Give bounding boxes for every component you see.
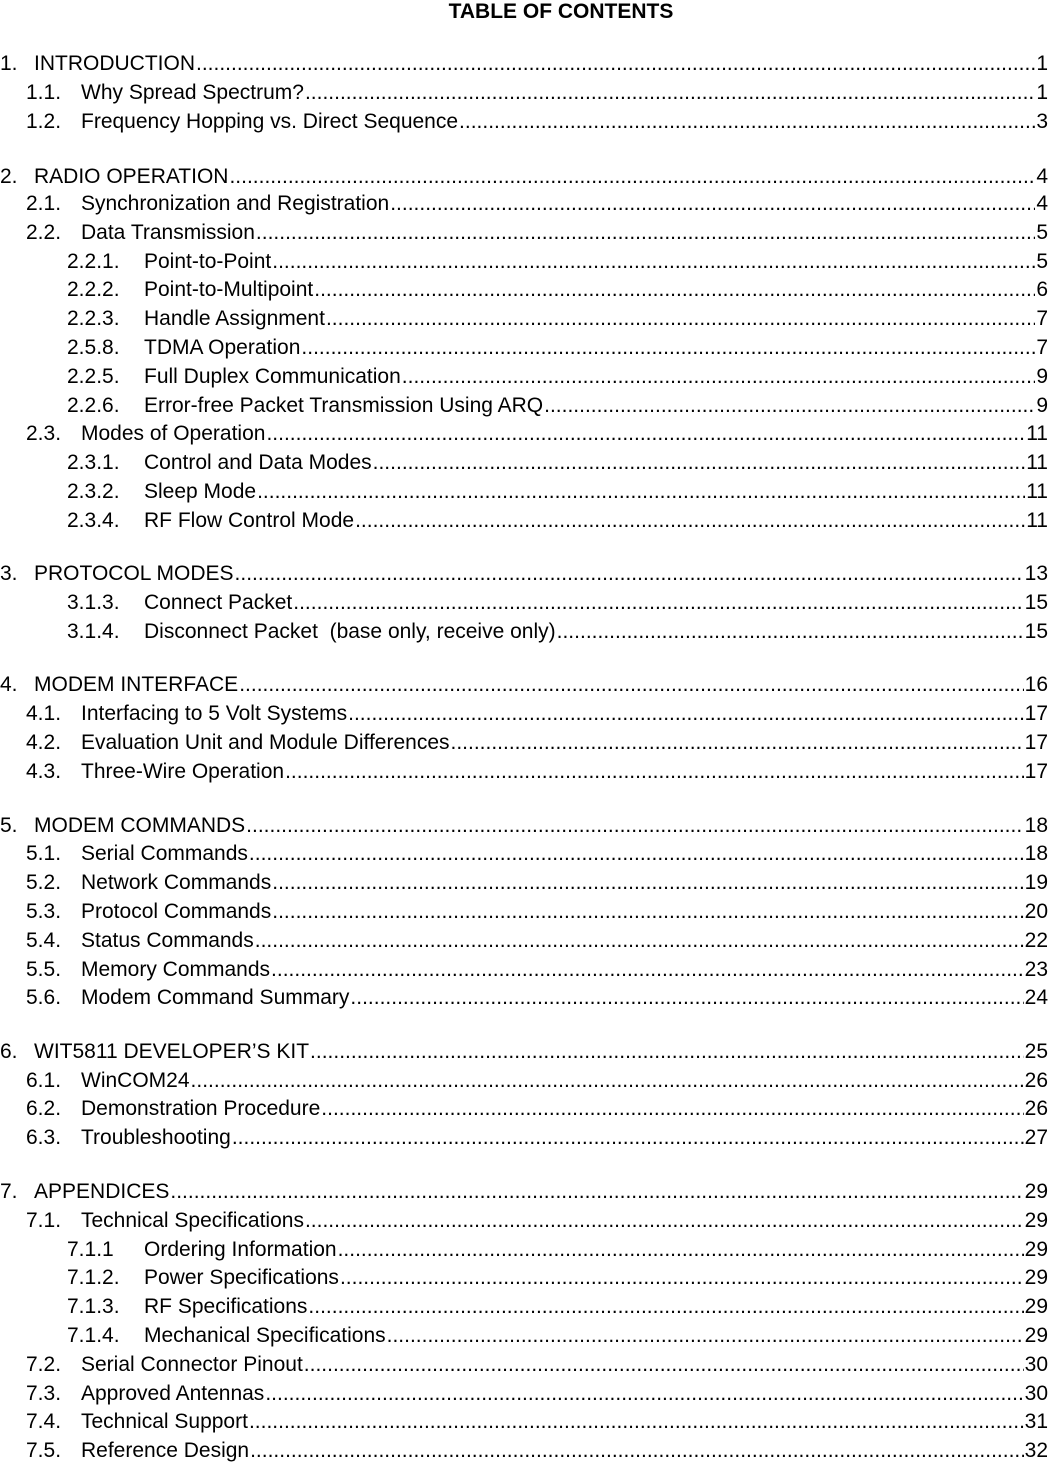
- toc-entry-page-number: 7: [1036, 307, 1048, 330]
- toc-entry-number: 5.: [0, 814, 18, 837]
- dot-leader: [250, 1436, 1024, 1465]
- toc-entry-page-number: 17: [1024, 702, 1048, 725]
- toc-entry-page-number: 9: [1036, 394, 1048, 417]
- dot-leader: [310, 1037, 1024, 1066]
- toc-entry[interactable]: [26, 839, 1048, 868]
- toc-entry-page-number: 5: [1036, 221, 1048, 244]
- dot-leader: [255, 926, 1024, 955]
- toc-entry-number: 2.2.5.: [67, 365, 120, 388]
- toc-entry[interactable]: [67, 506, 1048, 535]
- toc-entry[interactable]: [26, 1407, 1048, 1436]
- dot-leader: [256, 218, 1035, 247]
- dot-leader: [266, 419, 1025, 448]
- toc-entry-title: WIT5811 DEVELOPER’S KIT: [34, 1040, 310, 1063]
- toc-entry-page-number: 16: [1024, 673, 1048, 696]
- toc-entry-number: 1.: [0, 52, 18, 75]
- toc-entry-title: Frequency Hopping vs. Direct Sequence: [81, 110, 459, 133]
- toc-entry-number: 5.3.: [26, 900, 62, 923]
- toc-entry-page-number: 17: [1024, 760, 1048, 783]
- toc-entry[interactable]: [26, 107, 1048, 136]
- toc-entry-number: 2.1.: [26, 192, 62, 215]
- toc-entry-page-number: 25: [1024, 1040, 1048, 1063]
- dot-leader: [271, 955, 1024, 984]
- toc-entry[interactable]: [26, 926, 1048, 955]
- toc-entry-number: 2.3.1.: [67, 451, 120, 474]
- toc-entry-page-number: 30: [1024, 1353, 1048, 1376]
- dot-leader: [235, 559, 1024, 588]
- toc-entry-title: Why Spread Spectrum?: [81, 81, 304, 104]
- toc-entry[interactable]: [0, 670, 1048, 699]
- toc-entry-title: Evaluation Unit and Module Differences: [81, 731, 450, 754]
- toc-entry-number: 7.1.3.: [67, 1295, 120, 1318]
- toc-entry-title: Technical Support: [81, 1410, 248, 1433]
- toc-entry-number: 6.2.: [26, 1097, 62, 1120]
- toc-entry-page-number: 29: [1024, 1295, 1048, 1318]
- toc-entry-number: 6.1.: [26, 1069, 62, 1092]
- toc-entry-title: RF Flow Control Mode: [144, 509, 355, 532]
- dot-leader: [348, 699, 1024, 728]
- toc-entry-number: 7.1.1: [67, 1238, 114, 1261]
- toc-entry-number: 7.5.: [26, 1439, 62, 1462]
- dot-leader: [249, 1407, 1024, 1436]
- toc-entry-title: APPENDICES: [34, 1180, 170, 1203]
- toc-entry-number: 6.3.: [26, 1126, 62, 1149]
- toc-entry-number: 4.: [0, 673, 18, 696]
- toc-entry-title: Memory Commands: [81, 958, 271, 981]
- toc-entry-page-number: 17: [1024, 731, 1048, 754]
- dot-leader: [338, 1235, 1024, 1264]
- dot-leader: [265, 1379, 1023, 1408]
- toc-entry-number: 2.2.2.: [67, 278, 120, 301]
- toc-entry-page-number: 15: [1024, 620, 1048, 643]
- toc-entry[interactable]: [0, 559, 1048, 588]
- toc-entry-title: Point-to-Point: [144, 250, 272, 273]
- toc-entry-title: Error-free Packet Transmission Using ARQ: [144, 394, 544, 417]
- toc-entry[interactable]: [26, 728, 1048, 757]
- dot-leader: [459, 107, 1035, 136]
- toc-entry-page-number: 31: [1024, 1410, 1048, 1433]
- toc-entry-title: Handle Assignment: [144, 307, 325, 330]
- toc-entry-page-number: 29: [1024, 1324, 1048, 1347]
- dot-leader: [340, 1263, 1024, 1292]
- dot-leader: [402, 362, 1036, 391]
- toc-entry-page-number: 11: [1026, 509, 1048, 532]
- toc-entry-number: 6.: [0, 1040, 18, 1063]
- toc-entry-number: 5.5.: [26, 958, 62, 981]
- toc-entry[interactable]: [26, 1379, 1048, 1408]
- toc-entry[interactable]: [67, 477, 1048, 506]
- toc-entry-title: Technical Specifications: [81, 1209, 304, 1232]
- toc-entry[interactable]: [67, 588, 1048, 617]
- dot-leader: [257, 477, 1025, 506]
- toc-entry-title: Disconnect Packet (base only, receive only): [144, 620, 556, 643]
- toc-entry-page-number: 18: [1024, 814, 1048, 837]
- dot-leader: [305, 1206, 1024, 1235]
- page-title: TABLE OF CONTENTS: [448, 0, 674, 23]
- toc-entry[interactable]: [26, 189, 1048, 218]
- toc-entry[interactable]: [26, 419, 1048, 448]
- toc-entry-page-number: 3: [1036, 110, 1048, 133]
- toc-entry-page-number: 26: [1024, 1097, 1048, 1120]
- toc-entry[interactable]: [67, 448, 1048, 477]
- toc-entry-number: 2.3.2.: [67, 480, 120, 503]
- toc-entry-title: Power Specifications: [144, 1266, 339, 1289]
- dot-leader: [451, 728, 1024, 757]
- toc-entry[interactable]: [26, 983, 1048, 1012]
- toc-entry[interactable]: [26, 1436, 1048, 1465]
- toc-entry[interactable]: [26, 1206, 1048, 1235]
- toc-entry-title: Interfacing to 5 Volt Systems: [81, 702, 348, 725]
- toc-entry[interactable]: [0, 1037, 1048, 1066]
- toc-entry-title: PROTOCOL MODES: [34, 562, 234, 585]
- toc-entry-title: MODEM COMMANDS: [34, 814, 246, 837]
- toc-entry-number: 7.: [0, 1180, 18, 1203]
- toc-entry-number: 7.1.2.: [67, 1266, 120, 1289]
- dot-leader: [272, 247, 1035, 276]
- toc-entry-page-number: 1: [1036, 52, 1048, 75]
- toc-entry-number: 4.1.: [26, 702, 62, 725]
- dot-leader: [314, 275, 1035, 304]
- toc-entry-page-number: 9: [1036, 365, 1048, 388]
- toc-entry[interactable]: [67, 391, 1048, 420]
- toc-entry-number: 1.1.: [26, 81, 62, 104]
- toc-entry-page-number: 32: [1024, 1439, 1048, 1462]
- dot-leader: [308, 1292, 1023, 1321]
- dot-leader: [196, 49, 1035, 78]
- toc-entry-number: 5.2.: [26, 871, 62, 894]
- toc-entry-title: Serial Connector Pinout: [81, 1353, 303, 1376]
- toc-entry-number: 5.1.: [26, 842, 62, 865]
- toc-entry-title: Ordering Information: [144, 1238, 337, 1261]
- toc-entry-number: 2.2.: [26, 221, 62, 244]
- toc-entry-title: Serial Commands: [81, 842, 248, 865]
- toc-entry-title: RADIO OPERATION: [34, 165, 229, 188]
- toc-entry-page-number: 29: [1024, 1266, 1048, 1289]
- toc-entry-title: WinCOM24: [81, 1069, 190, 1092]
- dot-leader: [272, 868, 1023, 897]
- toc-entry[interactable]: [26, 897, 1048, 926]
- toc-entry-page-number: 11: [1026, 451, 1048, 474]
- toc-entry[interactable]: [67, 333, 1048, 362]
- toc-entry-page-number: 11: [1026, 422, 1048, 445]
- toc-entry-page-number: 7: [1036, 336, 1048, 359]
- toc-entry-title: Approved Antennas: [81, 1382, 265, 1405]
- toc-entry[interactable]: [26, 218, 1048, 247]
- toc-entry-title: Connect Packet: [144, 591, 293, 614]
- dot-leader: [239, 670, 1023, 699]
- toc-entry[interactable]: [67, 1292, 1048, 1321]
- toc-entry-number: 3.1.4.: [67, 620, 120, 643]
- toc-entry[interactable]: [67, 1263, 1048, 1292]
- toc-entry-page-number: 22: [1024, 929, 1048, 952]
- toc-entry[interactable]: [26, 699, 1048, 728]
- toc-entry-page-number: 20: [1024, 900, 1048, 923]
- toc-entry[interactable]: [67, 247, 1048, 276]
- toc-entry-number: 5.4.: [26, 929, 62, 952]
- toc-entry[interactable]: [0, 162, 1048, 191]
- toc-entry-title: Troubleshooting: [81, 1126, 231, 1149]
- toc-entry-title: Reference Design: [81, 1439, 250, 1462]
- toc-entry-number: 2.2.3.: [67, 307, 120, 330]
- dot-leader: [305, 78, 1035, 107]
- toc-entry[interactable]: [67, 1235, 1048, 1264]
- toc-entry-number: 2.2.6.: [67, 394, 120, 417]
- toc-entry[interactable]: [26, 1350, 1048, 1379]
- dot-leader: [373, 448, 1026, 477]
- toc-entry-number: 1.2.: [26, 110, 62, 133]
- dot-leader: [326, 304, 1035, 333]
- toc-entry[interactable]: [26, 868, 1048, 897]
- toc-entry-title: RF Specifications: [144, 1295, 308, 1318]
- toc-entry-title: Full Duplex Communication: [144, 365, 401, 388]
- dot-leader: [544, 391, 1035, 420]
- toc-entry-number: 7.1.: [26, 1209, 62, 1232]
- toc-entry-page-number: 26: [1024, 1069, 1048, 1092]
- toc-entry-page-number: 23: [1024, 958, 1048, 981]
- dot-leader: [246, 811, 1023, 840]
- dot-leader: [355, 506, 1025, 535]
- toc-entry[interactable]: [67, 362, 1048, 391]
- dot-leader: [285, 757, 1024, 786]
- toc-entry[interactable]: [26, 78, 1048, 107]
- dot-leader: [321, 1094, 1023, 1123]
- toc-entry-page-number: 19: [1024, 871, 1048, 894]
- toc-entry[interactable]: [26, 1066, 1048, 1095]
- toc-entry[interactable]: [26, 757, 1048, 786]
- toc-entry-number: 2.3.4.: [67, 509, 120, 532]
- dot-leader: [232, 1123, 1024, 1152]
- toc-entry[interactable]: [0, 811, 1048, 840]
- toc-entry-title: Data Transmission: [81, 221, 255, 244]
- toc-entry-title: Modem Command Summary: [81, 986, 350, 1009]
- toc-entry-title: Mechanical Specifications: [144, 1324, 386, 1347]
- toc-entry-number: 7.4.: [26, 1410, 62, 1433]
- toc-entry-page-number: 29: [1024, 1180, 1048, 1203]
- dot-leader: [390, 189, 1035, 218]
- dot-leader: [229, 162, 1035, 191]
- toc-entry-page-number: 5: [1036, 250, 1048, 273]
- toc-entry-number: 4.3.: [26, 760, 62, 783]
- toc-entry-page-number: 29: [1024, 1238, 1048, 1261]
- toc-entry-title: Sleep Mode: [144, 480, 257, 503]
- toc-entry-title: INTRODUCTION: [34, 52, 195, 75]
- toc-entry[interactable]: [0, 49, 1048, 78]
- toc-entry-page-number: 30: [1024, 1382, 1048, 1405]
- toc-entry-page-number: 24: [1024, 986, 1048, 1009]
- dot-leader: [301, 333, 1035, 362]
- dot-leader: [272, 897, 1023, 926]
- dot-leader: [304, 1350, 1024, 1379]
- toc-entry-title: TDMA Operation: [144, 336, 301, 359]
- dot-leader: [170, 1177, 1023, 1206]
- toc-entry-title: Three-Wire Operation: [81, 760, 285, 783]
- toc-entry-number: 7.3.: [26, 1382, 62, 1405]
- toc-entry[interactable]: [67, 1321, 1048, 1350]
- toc-entry-title: Network Commands: [81, 871, 272, 894]
- toc-entry-title: Protocol Commands: [81, 900, 272, 923]
- toc-entry-page-number: 29: [1024, 1209, 1048, 1232]
- toc-entry[interactable]: [26, 1094, 1048, 1123]
- toc-entry-title: Status Commands: [81, 929, 254, 952]
- toc-entry[interactable]: [67, 617, 1048, 646]
- toc-entry-page-number: 11: [1026, 480, 1048, 503]
- toc-entry-title: Modes of Operation: [81, 422, 266, 445]
- toc-entry-page-number: 6: [1036, 278, 1048, 301]
- toc-entry-number: 2.5.8.: [67, 336, 120, 359]
- toc-entry-title: Synchronization and Registration: [81, 192, 390, 215]
- dot-leader: [191, 1066, 1024, 1095]
- toc-entry[interactable]: [67, 275, 1048, 304]
- toc-entry[interactable]: [0, 1177, 1048, 1206]
- toc-entry-number: 2.: [0, 165, 18, 188]
- toc-entry-number: 7.1.4.: [67, 1324, 120, 1347]
- toc-entry-page-number: 27: [1024, 1126, 1048, 1149]
- toc-entry-number: 3.: [0, 562, 18, 585]
- toc-entry-page-number: 18: [1024, 842, 1048, 865]
- toc-entry-title: Control and Data Modes: [144, 451, 372, 474]
- toc-entry-number: 5.6.: [26, 986, 62, 1009]
- toc-entry-number: 7.2.: [26, 1353, 62, 1376]
- toc-entry-title: Point-to-Multipoint: [144, 278, 314, 301]
- dot-leader: [293, 588, 1023, 617]
- toc-entry-title: Demonstration Procedure: [81, 1097, 321, 1120]
- toc-entry-page-number: 4: [1036, 165, 1048, 188]
- toc-entry[interactable]: [26, 1123, 1048, 1152]
- toc-entry-number: 4.2.: [26, 731, 62, 754]
- toc-entry-page-number: 4: [1036, 192, 1048, 215]
- dot-leader: [350, 983, 1023, 1012]
- toc-entry-title: MODEM INTERFACE: [34, 673, 239, 696]
- toc-entry-page-number: 13: [1024, 562, 1048, 585]
- toc-entry-number: 2.3.: [26, 422, 62, 445]
- toc-entry-number: 2.2.1.: [67, 250, 120, 273]
- toc-entry-page-number: 15: [1024, 591, 1048, 614]
- toc-entry-page-number: 1: [1036, 81, 1048, 104]
- dot-leader: [557, 617, 1024, 646]
- dot-leader: [387, 1321, 1024, 1350]
- toc-entry-number: 3.1.3.: [67, 591, 120, 614]
- dot-leader: [249, 839, 1024, 868]
- toc-entry[interactable]: [67, 304, 1048, 333]
- toc-entry[interactable]: [26, 955, 1048, 984]
